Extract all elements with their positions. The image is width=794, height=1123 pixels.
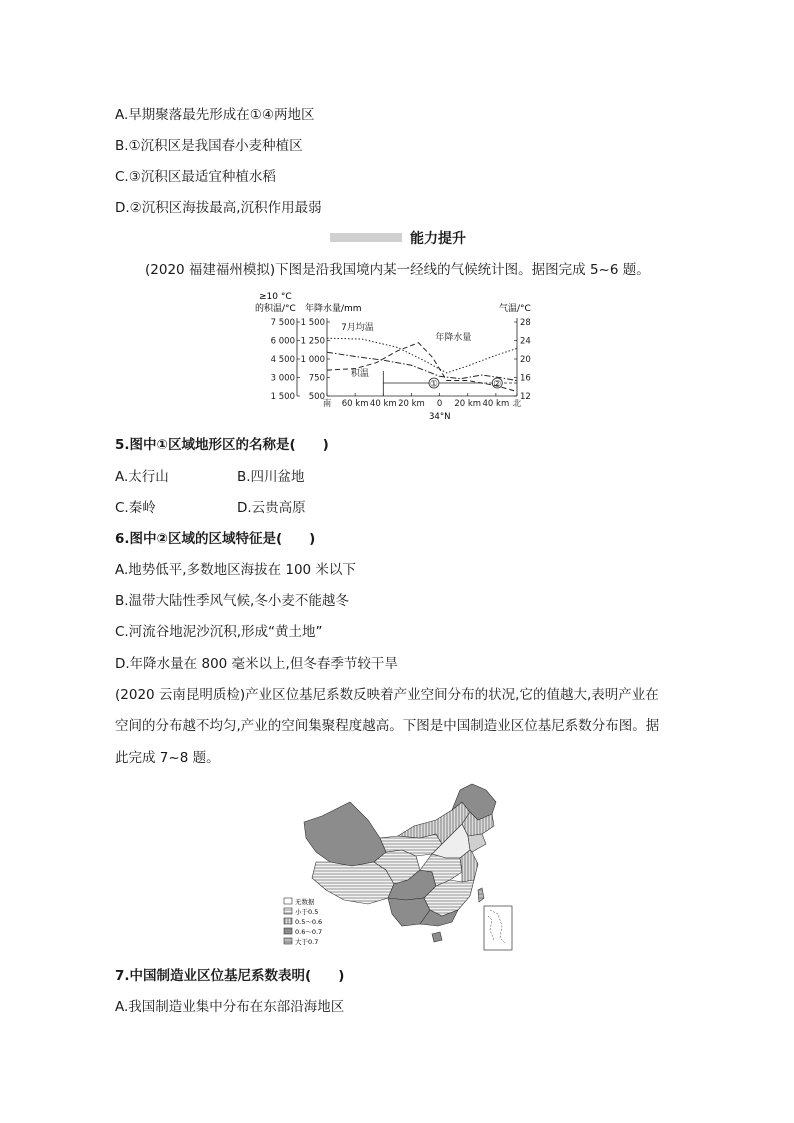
tick-label-precip: 500 [308,392,325,402]
label-accum: 积温 [350,369,369,379]
x-tick-label: 北 [512,399,522,409]
region-2-label: ② [493,379,502,390]
x-tick-label: 20 km [454,399,482,409]
option-a: A.早期聚落最先形成在①④两地区 [115,107,315,123]
tick-label-accum: 1 500 [270,392,295,402]
legend-label: 0.5～0.6 [295,918,323,926]
tick-label-accum: 7 500 [270,318,295,328]
q6-stem: 6.图中②区域的区域特征是( ) [115,531,316,547]
region-1-label: ① [429,379,439,390]
china-manufacturing-gini-map [295,780,518,956]
map-legend [284,897,322,946]
q5-option-a: A.太行山 [115,469,169,485]
intro-7-8-line-3: 此完成 7~8 题。 [115,750,220,766]
q5-option-c: C.秦岭 [115,500,156,516]
tick-label-accum: 3 000 [270,373,295,384]
section-title: 能力提升 [410,231,466,247]
series-july-temp [327,338,517,373]
section-bar [330,233,402,242]
x-sublabel: 34°N [429,412,451,422]
tick-label-temp: 28 [520,318,531,328]
map-regions [304,784,496,942]
intro-7-8-line-1: (2020 云南昆明质检)产业区位基尼系数反映着产业空间分布的状况,它的值越大,表明产业在 [115,687,659,703]
option-b: B.①沉积区是我国春小麦种植区 [115,138,303,154]
tick-label-precip: 1 000 [300,355,325,365]
option-d: D.②沉积区海拔最高,沉积作用最弱 [115,200,322,216]
tick-label-temp: 20 [520,355,531,365]
legend-label: 大于0.7 [295,938,319,946]
legend-label: 无数据 [295,898,315,906]
series-precip [327,343,517,392]
legend-label: 0.6～0.7 [295,928,323,936]
q6-option-b: B.温带大陆性季风气候,冬小麦不能越冬 [115,593,349,609]
q6-option-d: D.年降水量在 800 毫米以上,但冬春季节较干旱 [115,656,398,672]
tick-label-precip: 1 500 [300,318,325,328]
q5-stem: 5.图中①区域地形区的名称是( ) [115,437,329,453]
legend-label: 小于0.5 [295,908,319,916]
x-tick-label: 40 km [482,399,510,409]
section-heading [330,229,540,245]
tick-label-accum: 6 000 [270,336,295,347]
left-axis-1-title: ≥10 °C [259,292,292,302]
q5-row-2 [115,499,306,517]
q5-row-1 [115,468,305,486]
q5-option-d: D.云贵高原 [237,500,306,516]
intro-7-8-line-2: 空间的分布越不均匀,产业的空间集聚程度越高。下图是中国制造业区位基尼系数分布图。据 [115,718,660,734]
tick-label-accum: 4 500 [270,355,295,365]
tick-label-precip: 750 [308,373,325,384]
left-axis-1-title-2: 的积温/°C [255,304,296,314]
left-axis-2-title: 年降水量/mm [305,304,362,314]
right-axis-title: 气温/°C [499,304,531,314]
q6-option-c: C.河流谷地泥沙沉积,形成“黄土地” [115,624,323,640]
tick-label-temp: 12 [520,392,531,402]
tick-label-precip: 1 250 [300,336,325,347]
climate-chart [255,288,545,424]
tick-label-temp: 16 [520,373,531,384]
label-july-temp: 7月均温 [341,323,374,333]
x-tick-label: 60 km [341,399,369,409]
q5-option-b: B.四川盆地 [237,469,305,485]
q6-option-a: A.地势低平,多数地区海拔在 100 米以下 [115,562,356,578]
x-tick-label: 40 km [369,399,397,409]
label-precip: 年降水量 [435,333,472,343]
option-c: C.③沉积区最适宜种植水稻 [115,169,276,185]
tick-label-temp: 24 [520,336,531,347]
x-tick-label: 0 [436,399,443,409]
q7-stem: 7.中国制造业区位基尼系数表明( ) [115,968,345,984]
intro-5-6: (2020 福建福州模拟)下图是沿我国境内某一经线的气候统计图。据图完成 5~6 题。 [145,262,650,278]
x-tick-label: 20 km [398,399,425,409]
x-tick-label: 南 [322,399,332,409]
q7-option-a: A.我国制造业集中分布在东部沿海地区 [115,999,345,1015]
south-china-sea-inset [484,906,512,950]
